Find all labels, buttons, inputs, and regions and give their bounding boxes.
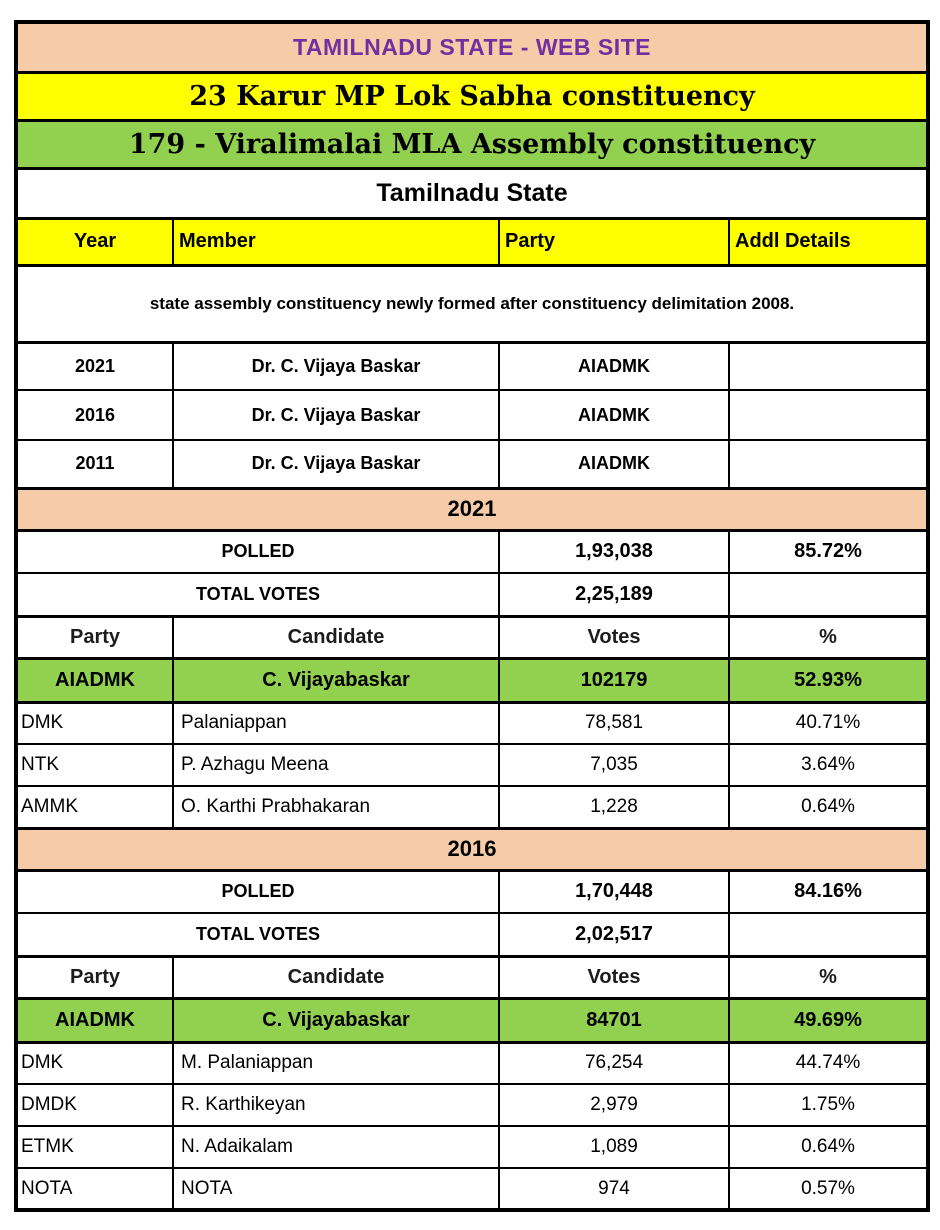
result-votes: 1,228 bbox=[499, 786, 729, 828]
col-year: Year bbox=[16, 218, 173, 265]
delimitation-note: state assembly constituency newly formed after constituency delimitation 2008. bbox=[16, 265, 928, 342]
election-year-label: 2016 bbox=[16, 828, 928, 870]
result-percent: 52.93% bbox=[729, 658, 928, 702]
election-2021-polled-row bbox=[16, 530, 928, 573]
result-votes: 2,979 bbox=[499, 1084, 729, 1126]
election-2016-results-header-row bbox=[16, 956, 928, 998]
polled-percent: 85.72% bbox=[729, 530, 928, 573]
member-name: Dr. C. Vijaya Baskar bbox=[173, 390, 499, 440]
result-party: ETMK bbox=[16, 1126, 173, 1168]
election-2016-polled-row bbox=[16, 870, 928, 913]
result-party: AIADMK bbox=[16, 658, 173, 702]
result-candidate: P. Azhagu Meena bbox=[173, 744, 499, 786]
polled-label: POLLED bbox=[16, 530, 499, 573]
result-candidate: C. Vijayabaskar bbox=[173, 658, 499, 702]
result-percent: 40.71% bbox=[729, 702, 928, 744]
assembly-title-row bbox=[16, 120, 928, 168]
result-votes: 76,254 bbox=[499, 1042, 729, 1084]
member-addl bbox=[729, 342, 928, 390]
election-2016-header-row bbox=[16, 828, 928, 870]
result-party: DMK bbox=[16, 1042, 173, 1084]
results-col-percent: % bbox=[729, 956, 928, 998]
member-year: 2016 bbox=[16, 390, 173, 440]
result-percent: 0.57% bbox=[729, 1168, 928, 1210]
member-addl bbox=[729, 440, 928, 488]
result-candidate: C. Vijayabaskar bbox=[173, 998, 499, 1042]
election-2021-header-row bbox=[16, 488, 928, 530]
result-votes: 974 bbox=[499, 1168, 729, 1210]
member-year: 2021 bbox=[16, 342, 173, 390]
election-2016-result-row bbox=[16, 1168, 928, 1210]
site-title: TAMILNADU STATE - WEB SITE bbox=[16, 22, 928, 72]
lok-sabha-title: 23 Karur MP Lok Sabha constituency bbox=[16, 72, 928, 120]
result-candidate: R. Karthikeyan bbox=[173, 1084, 499, 1126]
total-votes-percent bbox=[729, 573, 928, 616]
member-name: Dr. C. Vijaya Baskar bbox=[173, 342, 499, 390]
col-member: Member bbox=[173, 218, 499, 265]
election-2021-total-row bbox=[16, 573, 928, 616]
member-name: Dr. C. Vijaya Baskar bbox=[173, 440, 499, 488]
election-2021-result-row bbox=[16, 744, 928, 786]
total-votes-label: TOTAL VOTES bbox=[16, 913, 499, 956]
result-votes: 1,089 bbox=[499, 1126, 729, 1168]
election-year-label: 2021 bbox=[16, 488, 928, 530]
state-title: Tamilnadu State bbox=[16, 168, 928, 218]
results-col-votes: Votes bbox=[499, 956, 729, 998]
assembly-title: 179 - Viralimalai MLA Assembly constituency bbox=[16, 120, 928, 168]
member-party: AIADMK bbox=[499, 342, 729, 390]
result-candidate: M. Palaniappan bbox=[173, 1042, 499, 1084]
result-candidate: O. Karthi Prabhakaran bbox=[173, 786, 499, 828]
results-col-party: Party bbox=[16, 956, 173, 998]
result-party: AIADMK bbox=[16, 998, 173, 1042]
result-percent: 44.74% bbox=[729, 1042, 928, 1084]
results-col-percent: % bbox=[729, 616, 928, 658]
result-candidate: NOTA bbox=[173, 1168, 499, 1210]
result-percent: 1.75% bbox=[729, 1084, 928, 1126]
result-party: DMK bbox=[16, 702, 173, 744]
result-party: DMDK bbox=[16, 1084, 173, 1126]
result-votes: 102179 bbox=[499, 658, 729, 702]
results-col-votes: Votes bbox=[499, 616, 729, 658]
result-percent: 3.64% bbox=[729, 744, 928, 786]
result-candidate: N. Adaikalam bbox=[173, 1126, 499, 1168]
state-title-row bbox=[16, 168, 928, 218]
polled-votes: 1,70,448 bbox=[499, 870, 729, 913]
member-addl bbox=[729, 390, 928, 440]
col-party: Party bbox=[499, 218, 729, 265]
results-col-candidate: Candidate bbox=[173, 956, 499, 998]
result-party: NTK bbox=[16, 744, 173, 786]
constituency-table-sheet bbox=[14, 20, 926, 1212]
result-percent: 0.64% bbox=[729, 786, 928, 828]
member-year: 2011 bbox=[16, 440, 173, 488]
member-row-2016 bbox=[16, 390, 928, 440]
members-header-row bbox=[16, 218, 928, 265]
member-row-2011 bbox=[16, 440, 928, 488]
election-2016-winner-row bbox=[16, 998, 928, 1042]
result-votes: 78,581 bbox=[499, 702, 729, 744]
polled-label: POLLED bbox=[16, 870, 499, 913]
total-votes-value: 2,02,517 bbox=[499, 913, 729, 956]
result-party: NOTA bbox=[16, 1168, 173, 1210]
result-votes: 7,035 bbox=[499, 744, 729, 786]
election-2021-winner-row bbox=[16, 658, 928, 702]
total-votes-percent bbox=[729, 913, 928, 956]
election-2016-result-row bbox=[16, 1084, 928, 1126]
results-col-candidate: Candidate bbox=[173, 616, 499, 658]
result-candidate: Palaniappan bbox=[173, 702, 499, 744]
election-2016-total-row bbox=[16, 913, 928, 956]
constituency-table bbox=[14, 20, 930, 1212]
col-addl-details: Addl Details bbox=[729, 218, 928, 265]
member-row-2021 bbox=[16, 342, 928, 390]
election-2021-result-row bbox=[16, 786, 928, 828]
member-party: AIADMK bbox=[499, 390, 729, 440]
election-2016-result-row bbox=[16, 1042, 928, 1084]
lok-sabha-title-row bbox=[16, 72, 928, 120]
polled-percent: 84.16% bbox=[729, 870, 928, 913]
delimitation-note-row bbox=[16, 265, 928, 342]
result-percent: 0.64% bbox=[729, 1126, 928, 1168]
site-title-row bbox=[16, 22, 928, 72]
election-2021-result-row bbox=[16, 702, 928, 744]
total-votes-label: TOTAL VOTES bbox=[16, 573, 499, 616]
result-percent: 49.69% bbox=[729, 998, 928, 1042]
total-votes-value: 2,25,189 bbox=[499, 573, 729, 616]
result-votes: 84701 bbox=[499, 998, 729, 1042]
member-party: AIADMK bbox=[499, 440, 729, 488]
polled-votes: 1,93,038 bbox=[499, 530, 729, 573]
election-2021-results-header-row bbox=[16, 616, 928, 658]
election-2016-result-row bbox=[16, 1126, 928, 1168]
results-col-party: Party bbox=[16, 616, 173, 658]
result-party: AMMK bbox=[16, 786, 173, 828]
